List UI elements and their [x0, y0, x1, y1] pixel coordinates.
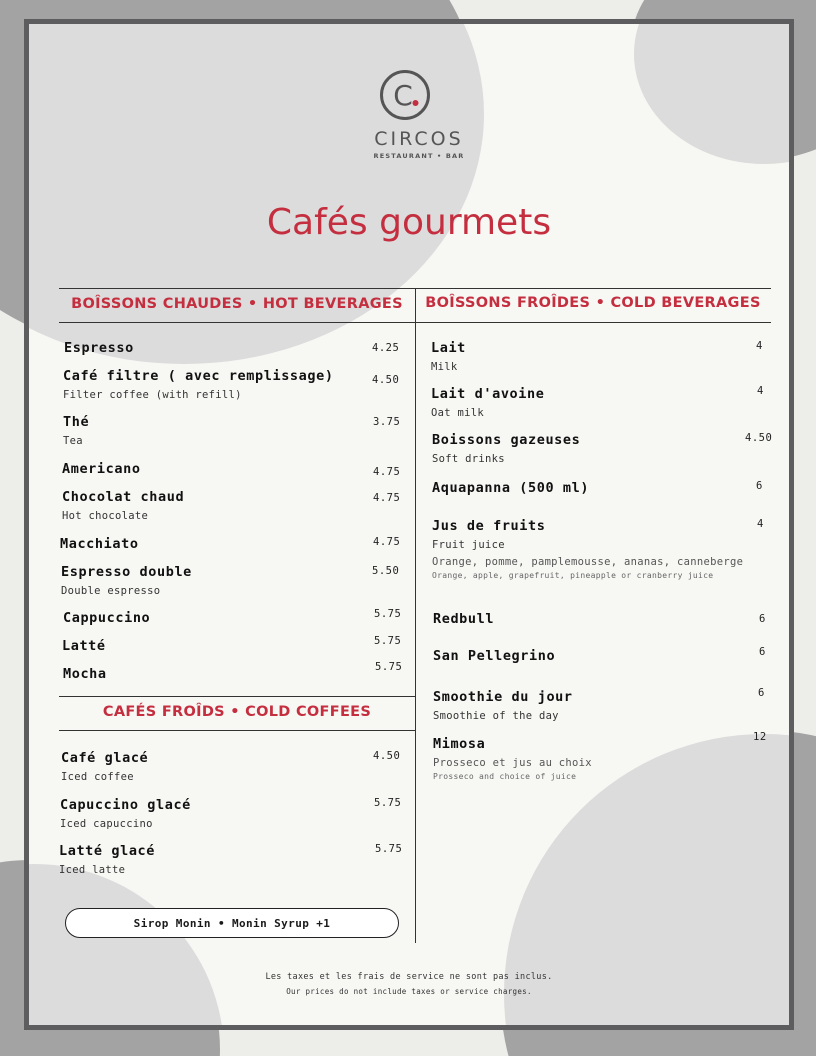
- menu-item: [431, 386, 771, 419]
- item-name: Redbull: [433, 611, 495, 627]
- hot-beverages-title: BOÎSSONS CHAUDES • HOT BEVERAGES: [71, 296, 403, 312]
- menu-item: [60, 536, 400, 552]
- item-price: 3.75: [373, 416, 401, 428]
- circos-logo: [379, 69, 431, 121]
- footer-tax-note-en: Our prices do not include taxes or service charges.: [286, 987, 532, 996]
- item-price: 4: [757, 518, 764, 530]
- page-title: Cafés gourmets: [266, 202, 552, 243]
- item-name: Chocolat chaud: [62, 489, 185, 505]
- item-subtitle: Fruit juice: [432, 539, 505, 551]
- item-price: 6: [756, 480, 763, 492]
- item-description: Prosseco et jus au choix: [433, 757, 592, 769]
- item-subtitle: Hot chocolate: [62, 510, 149, 522]
- menu-item: [433, 731, 773, 781]
- item-price: 5.50: [372, 565, 400, 577]
- menu-item: [63, 610, 403, 626]
- item-price: 4.75: [373, 536, 401, 548]
- item-name: Lait: [431, 340, 466, 356]
- item-name: Americano: [62, 461, 141, 477]
- menu-item: [61, 750, 401, 783]
- item-subtitle: Iced latte: [59, 864, 126, 876]
- item-name: Boissons gazeuses: [432, 432, 581, 448]
- menu-item: [63, 368, 403, 401]
- menu-item: [59, 843, 403, 876]
- item-subtitle: Smoothie of the day: [433, 710, 559, 722]
- item-name: Lait d'avoine: [431, 386, 545, 402]
- menu-item: [432, 518, 772, 580]
- item-name: Café glacé: [61, 750, 149, 766]
- column-divider: [415, 288, 416, 943]
- brand-name: CIRCOS: [374, 128, 464, 150]
- item-subtitle: Double espresso: [61, 585, 161, 597]
- menu-item: [433, 648, 773, 664]
- item-name: Espresso: [64, 340, 134, 356]
- item-name: Latté: [62, 638, 106, 654]
- item-name: San Pellegrino: [433, 648, 556, 664]
- item-price: 6: [759, 646, 766, 658]
- item-price: 6: [758, 687, 765, 699]
- item-name: Macchiato: [60, 536, 139, 552]
- menu-item: [431, 340, 771, 373]
- item-price: 6: [759, 613, 766, 625]
- item-price: 4: [756, 340, 763, 352]
- item-price: 4.75: [373, 492, 401, 504]
- item-subtitle: Milk: [431, 361, 458, 373]
- item-description-en: Orange, apple, grapefruit, pineapple or cranberry juice: [432, 571, 714, 580]
- item-price: 5.75: [374, 608, 402, 620]
- menu-item: [62, 489, 402, 522]
- item-price: 5.75: [374, 635, 402, 647]
- item-name: Latté glacé: [59, 843, 156, 859]
- item-name: Aquapanna (500 ml): [432, 480, 590, 496]
- menu-item: [60, 797, 400, 830]
- brand-tagline: RESTAURANT • BAR: [373, 152, 465, 160]
- item-price: 5.75: [374, 797, 402, 809]
- menu-item: [61, 564, 401, 597]
- footer-tax-note-fr: Les taxes et les frais de service ne sont pas inclus.: [265, 972, 553, 982]
- item-subtitle: Tea: [63, 435, 83, 447]
- item-price: 12: [753, 731, 767, 743]
- menu-item: [432, 480, 772, 496]
- cold-coffee-bottom-rule: [59, 730, 415, 731]
- item-name: Thé: [63, 414, 90, 430]
- item-name: Café filtre ( avec remplissage): [63, 368, 334, 384]
- menu-item: [63, 661, 403, 682]
- item-price: 4.50: [745, 432, 773, 444]
- item-subtitle: Oat milk: [431, 407, 484, 419]
- item-price: 4.25: [372, 342, 400, 354]
- item-name: Mimosa: [433, 736, 486, 752]
- menu-item: [433, 689, 773, 722]
- item-subtitle: Filter coffee (with refill): [63, 389, 242, 401]
- item-price: 5.75: [375, 661, 403, 673]
- item-name: Capuccino glacé: [60, 797, 191, 813]
- item-subtitle: Iced capuccino: [60, 818, 153, 830]
- menu-item: [63, 414, 403, 447]
- item-name: Espresso double: [61, 564, 192, 580]
- item-price: 5.75: [375, 843, 403, 855]
- item-description-en: Prosseco and choice of juice: [433, 772, 577, 781]
- item-name: Jus de fruits: [432, 518, 546, 534]
- item-price: 4.50: [373, 750, 401, 762]
- cold-coffees-title: CAFÉS FROÎDS • COLD COFFEES: [102, 704, 372, 720]
- item-name: Smoothie du jour: [433, 689, 573, 705]
- logo-letter: C: [393, 79, 413, 112]
- syrup-note: Sirop Monin • Monin Syrup +1: [65, 908, 399, 938]
- cold-beverages-title: BOÎSSONS FROÎDES • COLD BEVERAGES: [425, 295, 761, 311]
- item-description: Orange, pomme, pamplemousse, ananas, canneberge: [432, 556, 744, 568]
- item-name: Mocha: [63, 666, 107, 682]
- item-subtitle: Soft drinks: [432, 453, 505, 465]
- menu-item: [432, 432, 772, 465]
- item-name: Cappuccino: [63, 610, 151, 626]
- item-price: 4.50: [372, 374, 400, 386]
- cold-coffee-top-rule: [59, 696, 415, 697]
- menu-item: [433, 611, 773, 627]
- menu-page: [24, 19, 794, 1030]
- item-price: 4.75: [373, 466, 401, 478]
- menu-item: [62, 461, 402, 477]
- menu-item: [62, 635, 402, 654]
- item-price: 4: [757, 385, 764, 397]
- item-subtitle: Iced coffee: [61, 771, 134, 783]
- menu-item: [64, 340, 404, 356]
